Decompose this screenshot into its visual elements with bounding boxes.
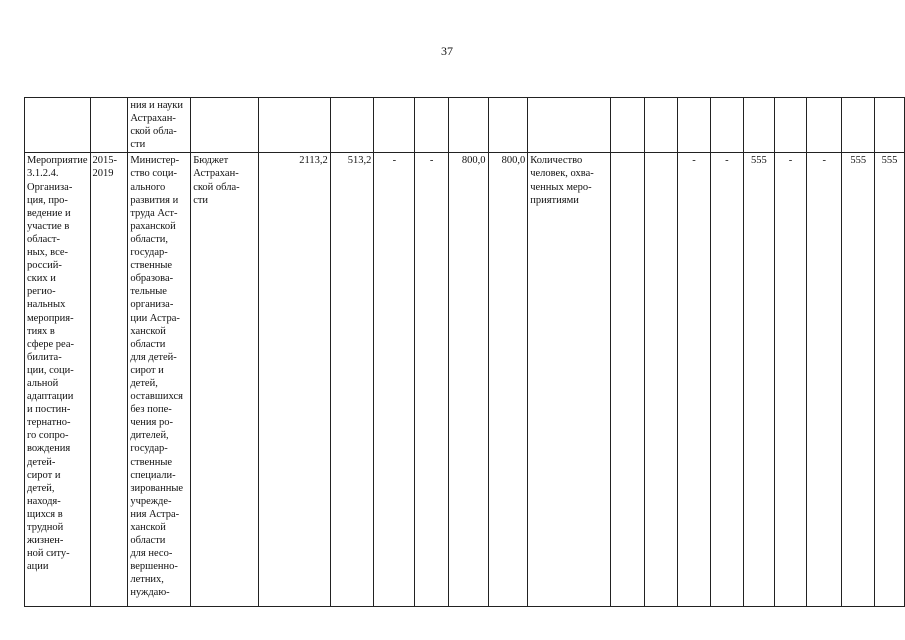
cell-funding-total: 2113,2: [258, 153, 330, 607]
cell-measure-empty: [25, 98, 91, 153]
cell-empty: [415, 98, 448, 153]
cell-empty: [258, 98, 330, 153]
cell-indicator-2018: -: [774, 153, 806, 607]
cell-empty: [678, 98, 710, 153]
cell-indicator-2019: -: [807, 153, 842, 607]
cell-indicator-2017: 555: [744, 153, 775, 607]
cell-measure: Мероприятие 3.1.2.4. Организа- ция, про- ведение и участие в област- ных, все- россий- ских и регио- нальных мероприя- тиях в сфере реа- билита- ции, соци- альной адаптации и постин- тернатно- го сопро- вождения детей- сирот и детей, находя- щихся в трудной жизнен- ной ситу- ации: [25, 153, 91, 607]
cell-base: [645, 153, 678, 607]
cell-executor-continued: ния и науки Астрахан- ской обла- сти: [128, 98, 191, 153]
cell-empty: [842, 98, 875, 153]
cell-funding-2017: -: [415, 153, 448, 607]
cell-empty: [645, 98, 678, 153]
cell-funding-source: Бюджет Астрахан- ской обла- сти: [191, 153, 259, 607]
cell-empty: [774, 98, 806, 153]
cell-empty: [448, 98, 488, 153]
cell-empty: [875, 98, 905, 153]
cell-indicator-final: 555: [875, 153, 905, 607]
program-table: [24, 97, 905, 607]
cell-empty: [330, 98, 374, 153]
table-row-continued: [25, 98, 905, 153]
cell-indicator-2016: -: [710, 153, 743, 607]
cell-funding-2018: 800,0: [448, 153, 488, 607]
cell-indicator-total: 555: [842, 153, 875, 607]
table-row-measure-3-1-2-4: [25, 153, 905, 607]
cell-empty: [744, 98, 775, 153]
cell-indicator-2015: -: [678, 153, 710, 607]
cell-empty: [374, 98, 415, 153]
cell-empty: [488, 98, 528, 153]
cell-empty: [191, 98, 259, 153]
cell-funding-2019: 800,0: [488, 153, 528, 607]
cell-empty: [807, 98, 842, 153]
cell-executor: Министер- ство соци- ального развития и труда Аст- раханской области, государ- ственные образова- тельные организа- ции Астра- ханской области для детей- сирот и детей, оставшихся без попе- чения ро- дителей, государ- ственные специали- зированные учрежде- ния Астра- ханской области для несо- вершенно- летних, нуждаю-: [128, 153, 191, 607]
cell-funding-2015: 513,2: [330, 153, 374, 607]
cell-indicator: Количество человек, охва- ченных меро- приятиями: [528, 153, 611, 607]
page-number: 37: [441, 44, 453, 58]
cell-empty: [528, 98, 611, 153]
cell-empty: [610, 98, 644, 153]
cell-unit: [610, 153, 644, 607]
cell-funding-2016: -: [374, 153, 415, 607]
cell-empty: [710, 98, 743, 153]
cell-period: 2015- 2019: [90, 153, 128, 607]
cell-period-empty: [90, 98, 128, 153]
